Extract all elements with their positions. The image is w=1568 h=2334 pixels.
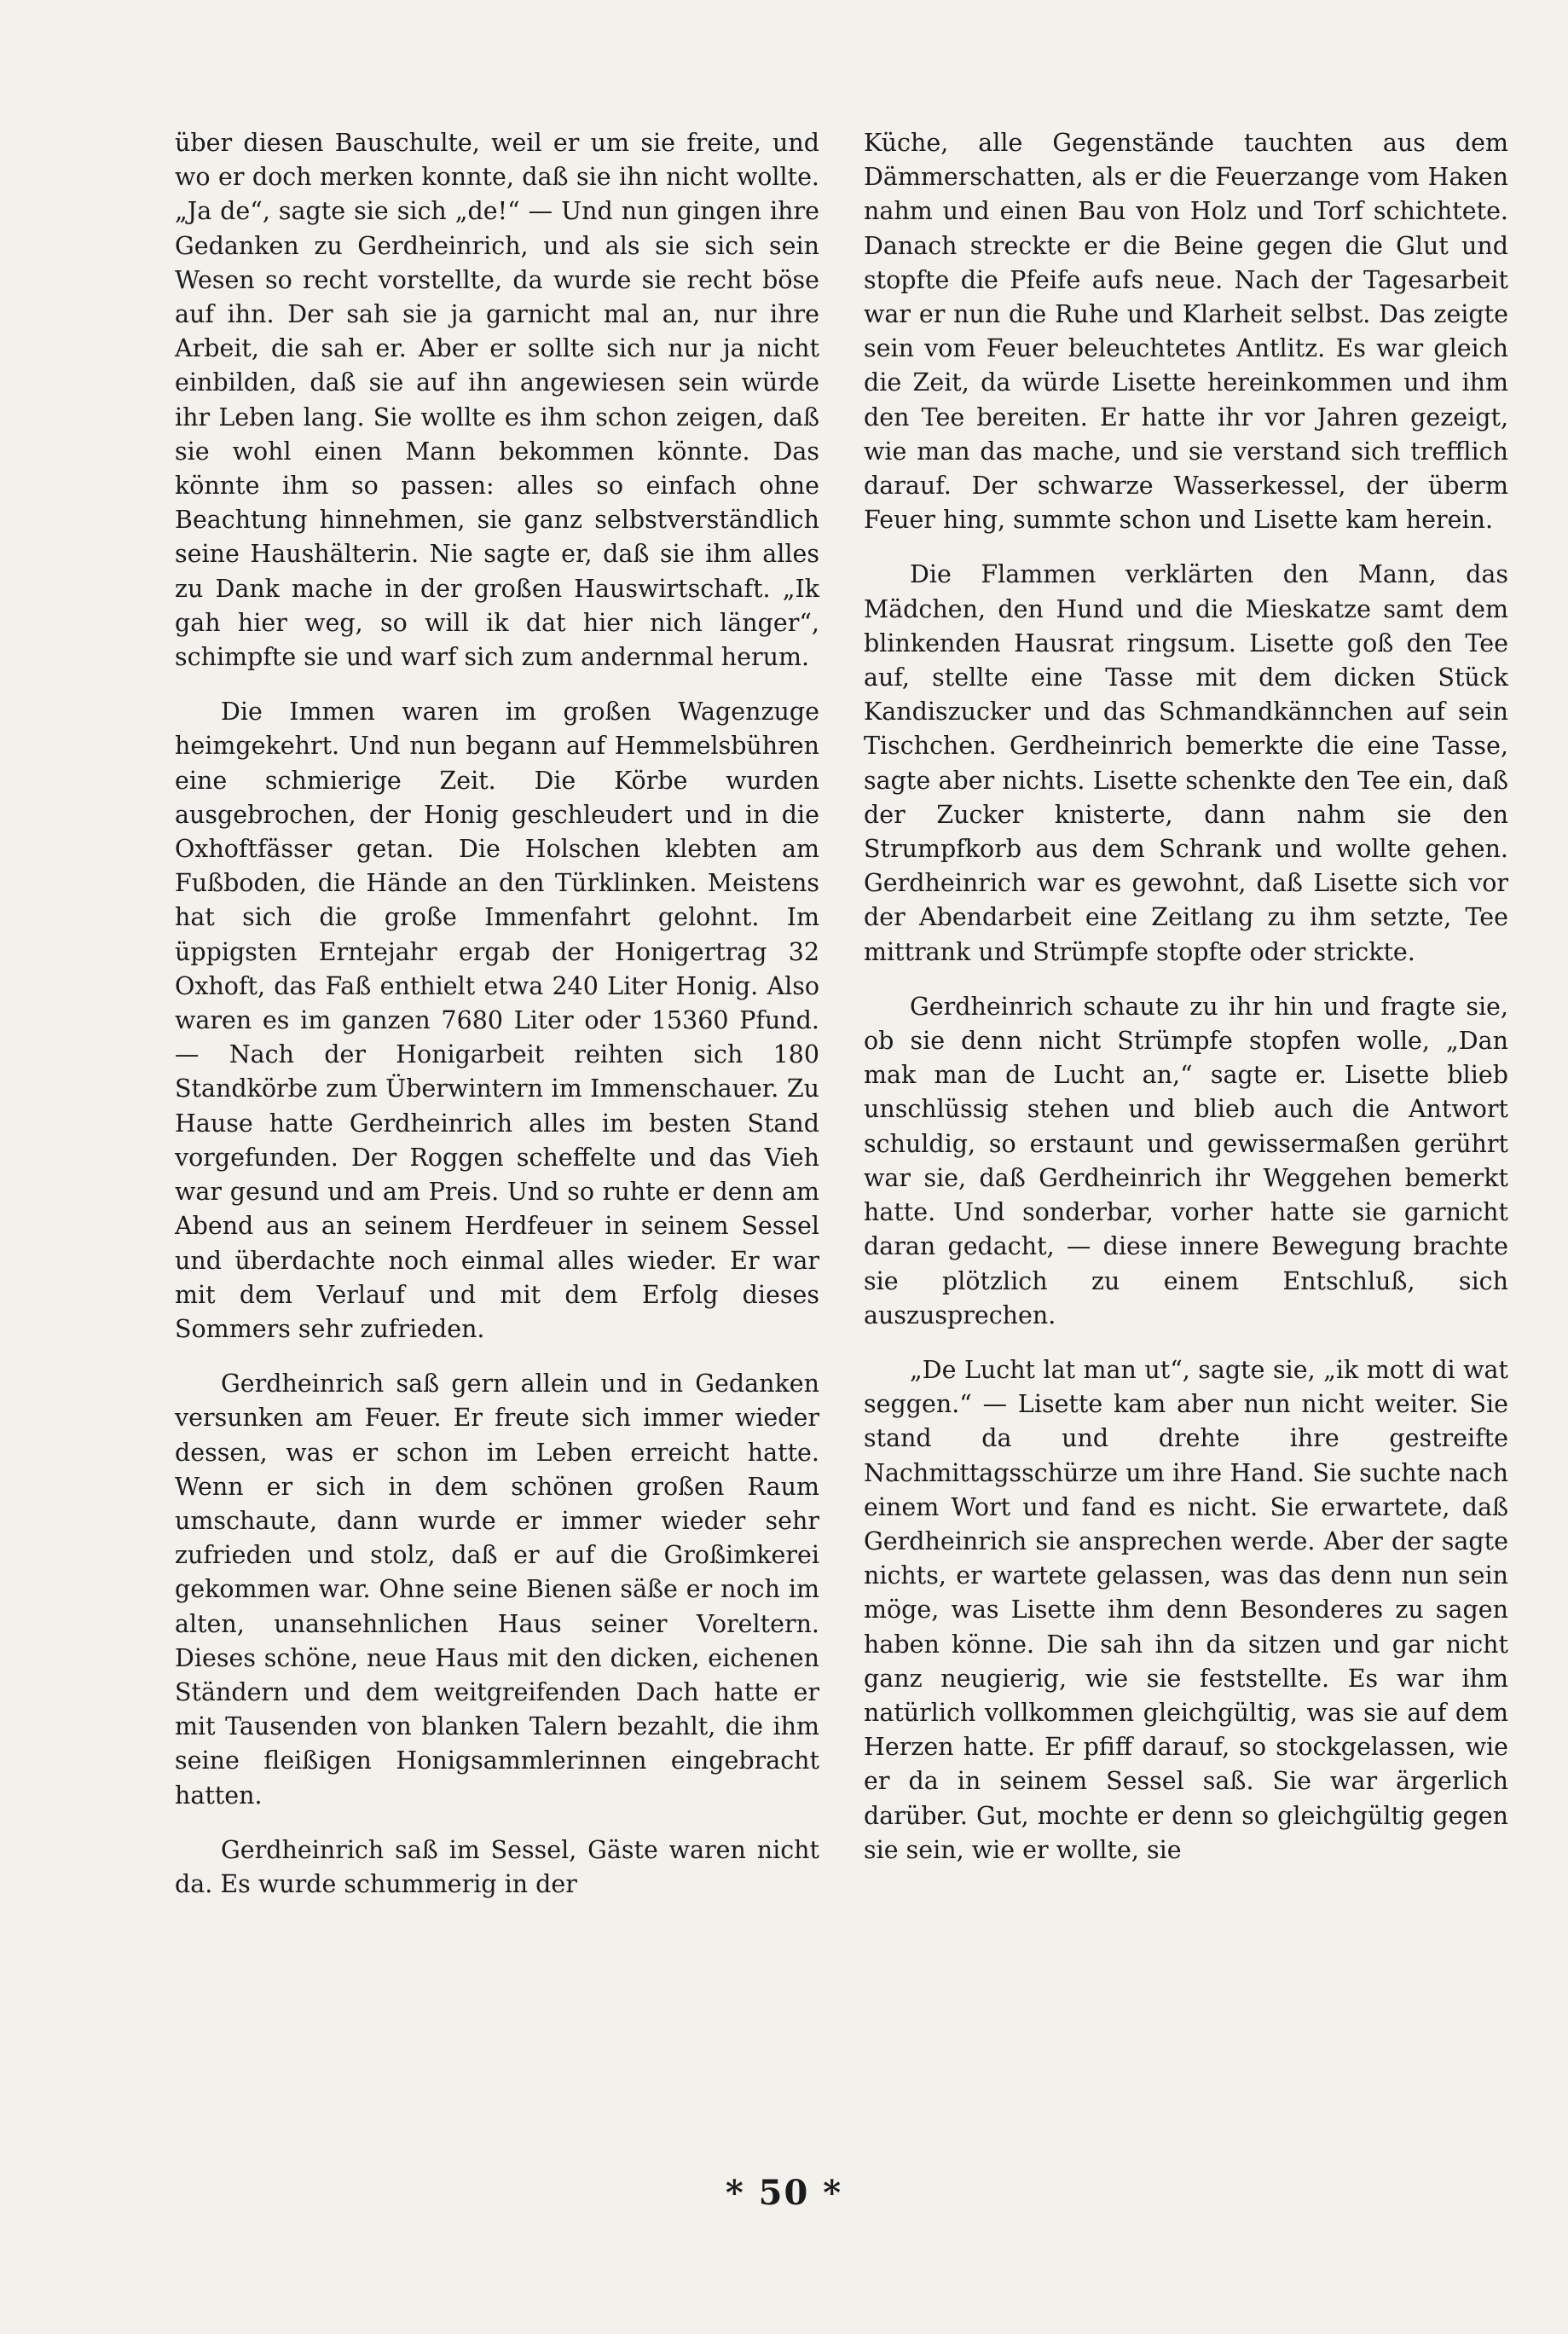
right-column — [864, 126, 1508, 1888]
page-number: * 50 * — [725, 2173, 843, 2213]
paragraph: Die Immen waren im großen Wagenzuge heimgekehrt. Und nun begann auf Hemmelsbühren eine schmierige Zeit. Die Körbe wurden ausgebrochen, der Honig geschleudert und in die Oxhoftfässer getan. Die Holschen klebten am Fußboden, die Hände an den Türklinken. Meistens hat sich die große Immenfahrt gelohnt. Im üppigsten Erntejahr ergab der Honigertrag 32 Oxhoft, das Faß enthielt etwa 240 Liter Honig. Also waren es im ganzen 7680 Liter oder 15360 Pfund. — Nach der Honigarbeit reihten sich 180 Standkörbe zum Überwintern im Immenschauer. Zu Hause hatte Gerdheinrich alles im besten Stand vorgefunden. Der Roggen scheffelte und das Vieh war gesund und am Preis. Und so ruhte er denn am Abend aus an seinem Herdfeuer in seinem Sessel und überdachte noch einmal alles wieder. Er war mit dem Verlauf und mit dem Erfolg dieses Sommers sehr zufrieden. — [175, 698, 819, 1343]
left-column — [175, 126, 819, 1922]
paragraph: über diesen Bauschulte, weil er um sie freite, und wo er doch merken konnte, daß sie ihn nicht wollte. „Ja de“, sagte sie sich „de!“ — Und nun gingen ihre Gedanken zu Gerdheinrich, und als sie sich sein Wesen so recht vorstellte, da wurde sie recht böse auf ihn. Der sah sie ja garnicht mal an, nur ihre Arbeit, die sah er. Aber er sollte sich nur ja nicht einbilden, daß sie auf ihn angewiesen sein würde ihr Leben lang. Sie wollte es ihm schon zeigen, daß sie wohl einen Mann bekommen könnte. Das könnte ihm so passen: alles so einfach ohne Beachtung hinnehmen, sie ganz selbstverständlich seine Haushälterin. Nie sagte er, daß sie ihm alles zu Dank mache in der großen Hauswirtschaft. „Ik gah hier weg, so will ik dat hier nich länger“, schimpfte sie und warf sich zum andernmal herum. — [175, 129, 819, 672]
paragraph: „De Lucht lat man ut“, sagte sie, „ik mott di wat seggen.“ — Lisette kam aber nun nicht weiter. Sie stand da und drehte ihre gestreifte Nachmittagsschürze um ihre Hand. Sie suchte nach einem Wort und fand es nicht. Sie erwartete, daß Gerdheinrich sie ansprechen werde. Aber der sagte nichts, er wartete gelassen, was das denn nun sein möge, was Lisette ihm denn Besonderes zu sagen haben könne. Die sah ihn da sitzen und gar nicht ganz neugierig, wie sie feststellte. Es war ihm natürlich vollkommen gleichgültig, was sie auf dem Herzen hatte. Er pfiff darauf, so stockgelassen, wie er da in seinem Sessel saß. Sie war ärgerlich darüber. Gut, mochte er denn so gleichgültig gegen sie sein, wie er wollte, sie — [864, 1355, 1508, 1864]
paragraph: Küche, alle Gegenstände tauchten aus dem Dämmerschatten, als er die Feuerzange vom Haken nahm und einen Bau von Holz und Torf schichtete. Danach streckte er die Beine gegen die Glut und stopfte die Pfeife aufs neue. Nach der Tagesarbeit war er nun die Ruhe und Klarheit selbst. Das zeigte sein vom Feuer beleuchtetes Antlitz. Es war gleich die Zeit, da würde Lisette hereinkommen und ihm den Tee bereiten. Er hatte ihr vor Jahren gezeigt, wie man das mache, und sie verstand sich trefflich darauf. Der schwarze Wasserkessel, der überm Feuer hing, summte schon und Lisette kam herein. — [864, 129, 1508, 535]
paragraph: Gerdheinrich saß gern allein und in Gedanken versunken am Feuer. Er freute sich immer wieder dessen, was er schon im Leben erreicht hatte. Wenn er sich in dem schönen großen Raum umschaute, dann wurde er immer wieder sehr zufrieden und stolz, daß er auf die Großimkerei gekommen war. Ohne seine Bienen säße er noch im alten, unansehnlichen Haus seiner Voreltern. Dieses schöne, neue Haus mit den dicken, eichenen Ständern und dem weitgreifenden Dach hatte er mit Tausenden von blanken Talern bezahlt, die ihm seine fleißigen Honigsammlerinnen eingebracht hatten. — [175, 1370, 819, 1810]
paragraph: Gerdheinrich saß im Sessel, Gäste waren nicht da. Es wurde schummerig in der — [175, 1835, 819, 1898]
paragraph: Die Flammen verklärten den Mann, das Mädchen, den Hund und die Mieskatze samt dem blinkenden Hausrat ringsum. Lisette goß den Tee auf, stellte eine Tasse mit dem dicken Stück Kandiszucker und das Schmandkännchen auf sein Tischchen. Gerdheinrich bemerkte die eine Tasse, sagte aber nichts. Lisette schenkte den Tee ein, daß der Zucker knisterte, dann nahm sie den Strumpfkorb aus dem Schrank und wollte gehen. Gerdheinrich war es gewohnt, daß Lisette sich vor der Abendarbeit eine Zeitlang zu ihm setzte, Tee mittrank und Strümpfe stopfte oder strickte. — [864, 560, 1508, 966]
paragraph: Gerdheinrich schaute zu ihr hin und fragte sie, ob sie denn nicht Strümpfe stopfen wolle, „Dan mak man de Lucht an,“ sagte er. Lisette blieb unschlüssig stehen und blieb auch die Antwort schuldig, so erstaunt und gewissermaßen gerührt war sie, daß Gerdheinrich ihr Weggehen bemerkt hatte. Und sonderbar, vorher hatte sie garnicht daran gedacht, — diese innere Bewegung brachte sie plötzlich zu einem Entschluß, sich auszusprechen. — [864, 992, 1508, 1329]
